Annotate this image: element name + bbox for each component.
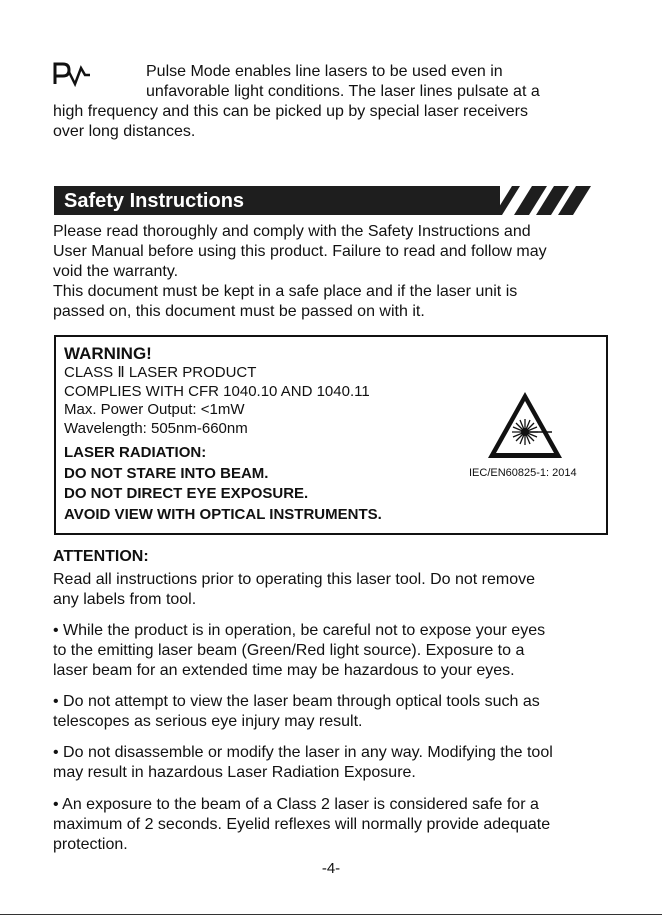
warning-statement: AVOID VIEW WITH OPTICAL INSTRUMENTS. (64, 505, 382, 523)
attention-line: any labels from tool. (53, 591, 197, 608)
pulse-mode-text (53, 82, 613, 142)
section-title: Safety Instructions (64, 190, 245, 212)
pulse-mode-line-1: Pulse Mode enables line lasers to be used even in (146, 63, 503, 80)
attention-paragraph (53, 570, 535, 610)
intro-line: This document must be kept in a safe place and if the laser unit is (53, 283, 518, 300)
warning-specs (64, 364, 370, 438)
attention-paragraph (53, 743, 553, 783)
warning-spec-line: COMPLIES WITH CFR 1040.10 AND 1040.11 (64, 382, 370, 400)
attention-paragraph (53, 621, 545, 681)
warning-spec-line: CLASS Ⅱ LASER PRODUCT (64, 364, 257, 381)
pulse-mode-line-3: high frequency and this can be picked up by special laser receivers (53, 103, 528, 120)
attention-line: • Do not disassemble or modify the laser in any way. Modifying the tool (53, 744, 553, 761)
attention-line: may result in hazardous Laser Radiation Exposure. (53, 764, 416, 781)
attention-paragraph (53, 795, 550, 855)
warning-spec-line: Max. Power Output: <1mW (64, 401, 245, 418)
bottom-rule (0, 914, 662, 915)
warning-spec-line: Wavelength: 505nm-660nm (64, 419, 248, 437)
warning-title: WARNING! (64, 344, 152, 363)
attention-line: maximum of 2 seconds. Eyelid reflexes will normally provide adequate (53, 816, 551, 833)
attention-line: • An exposure to the beam of a Class 2 laser is considered safe for a (53, 796, 539, 813)
iec-standard-label: IEC/EN60825-1: 2014 (469, 467, 577, 479)
attention-line: • Do not attempt to view the laser beam through optical tools such as (53, 693, 540, 710)
pulse-mode-line-2: unfavorable light conditions. The laser lines pulsate at a (146, 83, 540, 100)
attention-line: Read all instructions prior to operating this laser tool. Do not remove (53, 571, 536, 588)
intro-line: User Manual before using this product. Failure to read and follow may (53, 243, 547, 260)
safety-intro (53, 222, 613, 322)
header-stripes-decoration (480, 186, 600, 215)
warning-statements (64, 443, 382, 525)
attention-line: laser beam for an extended time may be hazardous to your eyes. (53, 662, 515, 679)
attention-paragraph (53, 692, 540, 732)
attention-line: protection. (53, 836, 128, 853)
intro-line: Please read thoroughly and comply with the Safety Instructions and (53, 223, 531, 240)
intro-line: void the warranty. (53, 263, 179, 280)
attention-line: to the emitting laser beam (Green/Red light source). Exposure to a (53, 642, 525, 659)
warning-statement: DO NOT STARE INTO BEAM. (64, 464, 269, 482)
laser-hazard-icon (486, 390, 564, 460)
attention-title: ATTENTION: (53, 548, 149, 565)
attention-line: • While the product is in operation, be careful not to expose your eyes (53, 622, 546, 639)
pulse-mode-line-4: over long distances. (53, 123, 196, 140)
page-number: -4- (321, 860, 341, 877)
warning-statement: LASER RADIATION: (64, 444, 207, 461)
intro-line: passed on, this document must be passed on with it. (53, 303, 425, 320)
attention-line: telescopes as serious eye injury may result. (53, 713, 363, 730)
warning-statement: DO NOT DIRECT EYE EXPOSURE. (64, 485, 309, 502)
